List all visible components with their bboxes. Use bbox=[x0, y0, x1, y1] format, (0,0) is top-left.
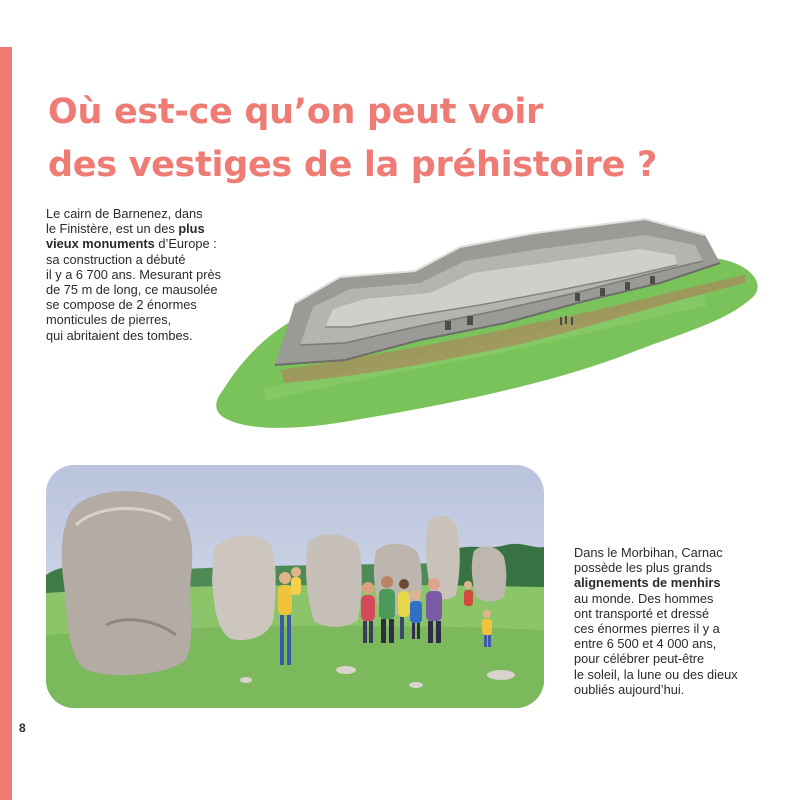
cairn-line bbox=[46, 236, 221, 251]
cairn-line bbox=[46, 221, 221, 236]
cairn-emphasis: plus bbox=[178, 221, 205, 237]
carnac-paragraph bbox=[574, 545, 738, 697]
carnac-emphasis: alignements de menhirs bbox=[574, 575, 721, 591]
title-line-1: Où est-ce qu’on peut voir bbox=[48, 92, 544, 132]
carnac-line: ont transporté et dressé bbox=[574, 605, 710, 621]
cairn-line: sa construction a débuté bbox=[46, 251, 186, 267]
carnac-line: pour célébrer peut-être bbox=[574, 651, 705, 667]
cairn-line: il y a 6 700 ans. Mesurant près bbox=[46, 266, 221, 282]
carnac-line: oubliés aujourd’hui. bbox=[574, 681, 685, 697]
carnac-line: ces énormes pierres il y a bbox=[574, 621, 720, 637]
cairn-illustration bbox=[205, 205, 770, 445]
menhirs-illustration bbox=[46, 465, 544, 708]
cairn-line: de 75 m de long, ce mausolée bbox=[46, 282, 218, 298]
cairn-line: Le cairn de Barnenez, dans bbox=[46, 206, 203, 221]
carnac-line: entre 6 500 et 4 000 ans, bbox=[574, 636, 717, 652]
title-line-2: des vestiges de la préhistoire ? bbox=[48, 145, 657, 185]
cairn-line: monticules de pierres, bbox=[46, 312, 172, 328]
cairn-text: le Finistère, est un des bbox=[46, 221, 179, 237]
carnac-line: Dans le Morbihan, Carnac bbox=[574, 545, 723, 560]
carnac-line: possède les plus grands bbox=[574, 560, 713, 576]
cairn-line: se compose de 2 énormes bbox=[46, 297, 197, 313]
cairn-text: d’Europe : bbox=[154, 236, 217, 252]
carnac-line: le soleil, la lune ou des dieux bbox=[574, 666, 738, 682]
page-number: 8 bbox=[19, 721, 26, 735]
cairn-line: qui abritaient des tombes. bbox=[46, 327, 193, 343]
page-edge-accent-bar bbox=[0, 47, 12, 800]
cairn-emphasis: vieux monuments bbox=[46, 236, 155, 252]
carnac-line: au monde. Des hommes bbox=[574, 590, 714, 606]
cairn-paragraph bbox=[46, 206, 221, 343]
page-title bbox=[48, 86, 657, 192]
carnac-line bbox=[574, 575, 738, 590]
